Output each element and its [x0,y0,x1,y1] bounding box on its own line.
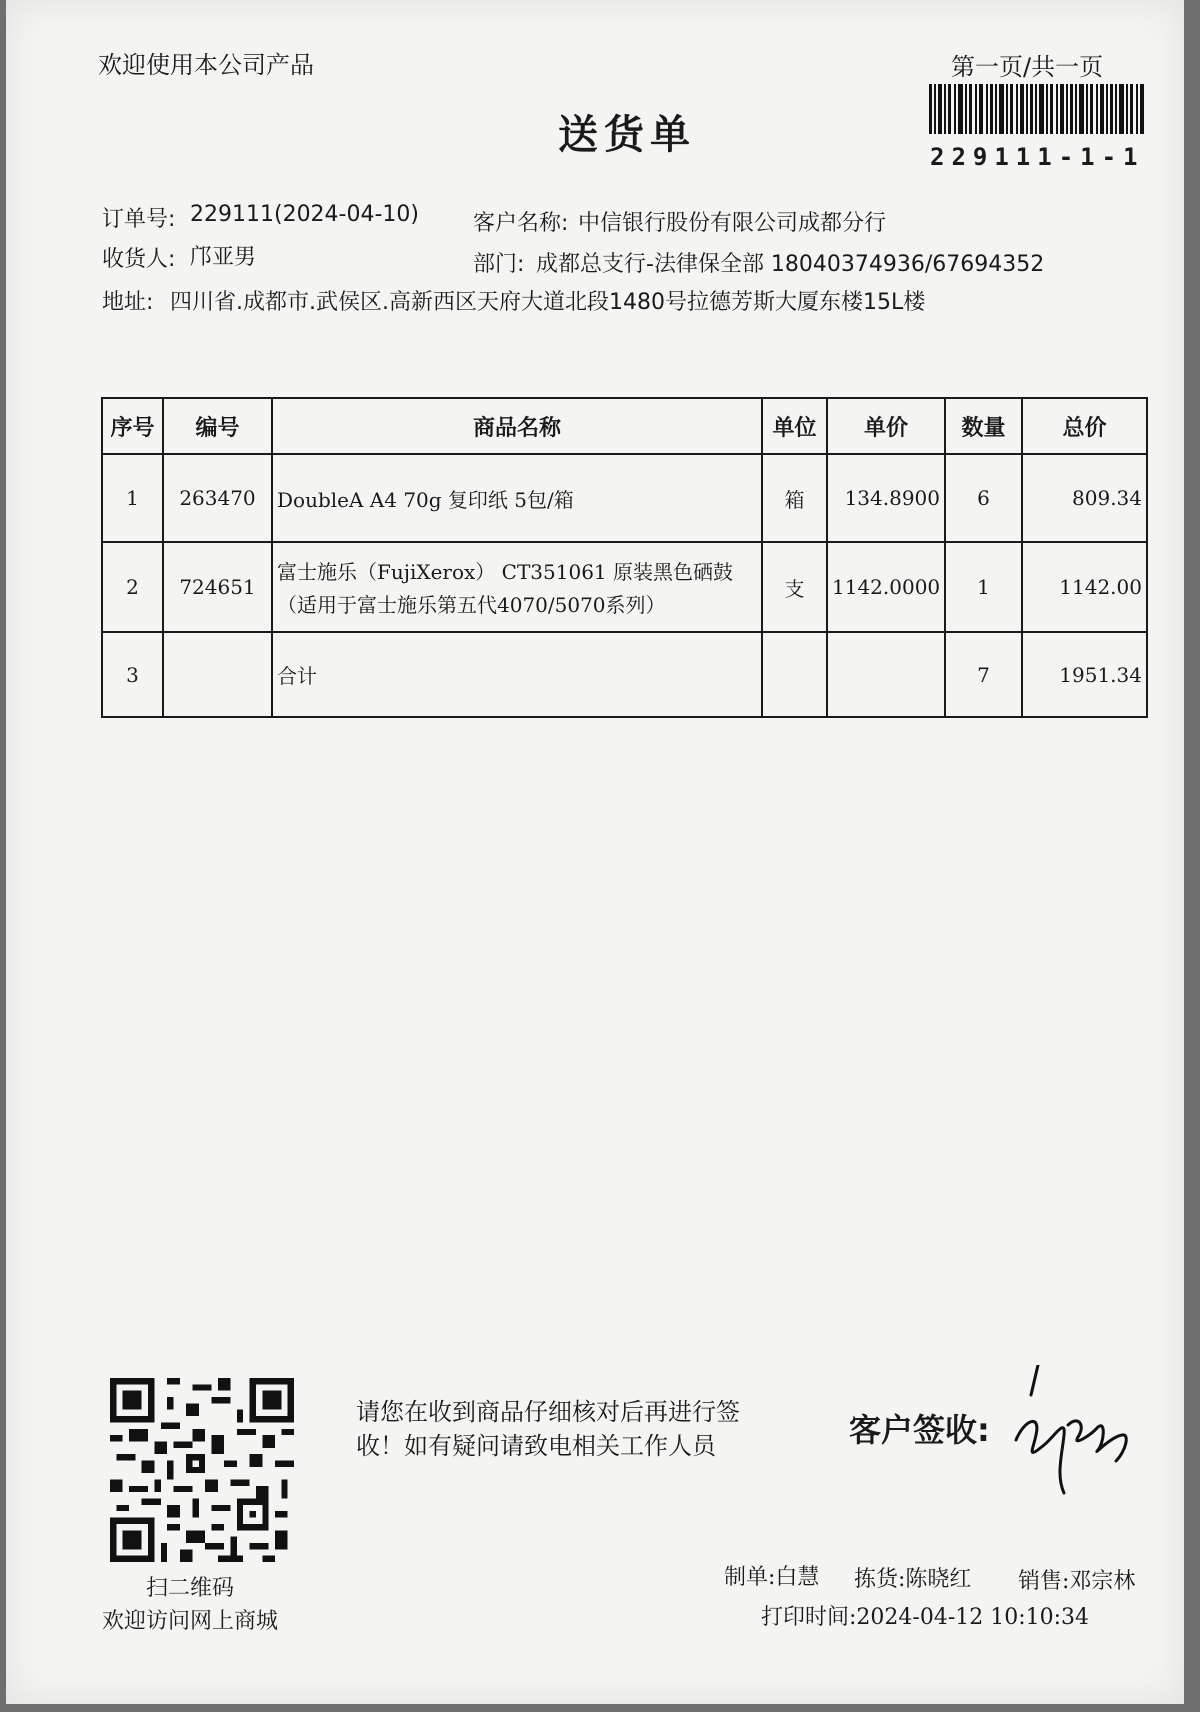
notice-text: 请您在收到商品仔细核对后再进行签收！如有疑问请致电相关工作人员 [356,1398,740,1460]
cell-total: 1142.00 [1022,542,1147,632]
receiver-value: 邝亚男 [190,245,257,270]
handwritten-signature [1006,1365,1136,1495]
cell-qty: 7 [945,632,1022,717]
dept-value: 成都总支行-法律保全部 18040374936/67694352 [536,252,1045,277]
cell-total: 809.34 [1022,454,1147,542]
document-title: 送货单 [558,112,696,158]
cell-price [827,632,945,717]
col-header: 单价 [827,398,945,454]
print-time: 打印时间:2024-04-12 10:10:34 [761,1605,1090,1630]
table-header-row [102,398,1147,454]
cell-name-line1: 富士施乐（FujiXerox） CT351061 原装黑色硒鼓 [277,560,734,584]
cell-code [163,632,272,717]
cell-name: DoubleA A4 70g 复印纸 5包/箱 [272,454,762,542]
cell-price: 1142.0000 [827,542,945,632]
customer-sign-label: 客户签收: [849,1411,990,1449]
maker-text: 制单:白慧 [724,1565,820,1590]
qr-caption-mall: 欢迎访问网上商城 [102,1609,279,1634]
cell-qty: 6 [945,454,1022,542]
order-value: 229111(2024-04-10) [190,202,420,227]
welcome-text: 欢迎使用本公司产品 [98,51,314,79]
cell-code: 263470 [163,454,272,542]
page-info: 第一页/共一页 [951,53,1104,81]
cell-price: 134.8900 [827,454,945,542]
col-header: 总价 [1022,398,1147,454]
col-header: 序号 [102,398,163,454]
delivery-note-paper [6,0,1184,1704]
cell-name: 合计 [272,632,762,717]
cell-unit: 箱 [762,454,827,542]
barcode-number: 229111-1-1 [930,143,1145,171]
receiver-label: 收货人: [102,247,176,272]
table-row [102,542,1147,632]
customer-label: 客户名称: [473,211,569,236]
barcode-icon [929,84,1144,134]
cell-seq: 2 [102,542,163,632]
cell-name-line2: （适用于富士施乐第五代4070/5070系列） [277,593,666,617]
qr-code-icon[interactable] [110,1378,294,1562]
cell-seq: 3 [102,632,163,717]
items-table [101,397,1148,718]
table-row [102,454,1147,542]
cell-unit [762,632,827,717]
picker-text: 拣货:陈晓红 [854,1567,972,1592]
cell-total: 1951.34 [1022,632,1147,717]
dept-label: 部门: [473,252,525,277]
cell-code: 724651 [163,542,272,632]
col-header: 商品名称 [272,398,762,454]
qr-caption-scan: 扫二维码 [146,1576,235,1601]
cell-seq: 1 [102,454,163,542]
col-header: 编号 [163,398,272,454]
address-label: 地址: [102,290,154,315]
sales-text: 销售:邓宗林 [1018,1569,1136,1594]
cell-qty: 1 [945,542,1022,632]
col-header: 数量 [945,398,1022,454]
table-row-total [102,632,1147,717]
cell-unit: 支 [762,542,827,632]
cell-name [272,542,762,632]
customer-value: 中信银行股份有限公司成都分行 [578,211,887,236]
order-label: 订单号: [102,207,176,232]
col-header: 单位 [762,398,827,454]
address-value: 四川省.成都市.武侯区.高新西区天府大道北段1480号拉德芳斯大厦东楼15L楼 [170,290,926,315]
